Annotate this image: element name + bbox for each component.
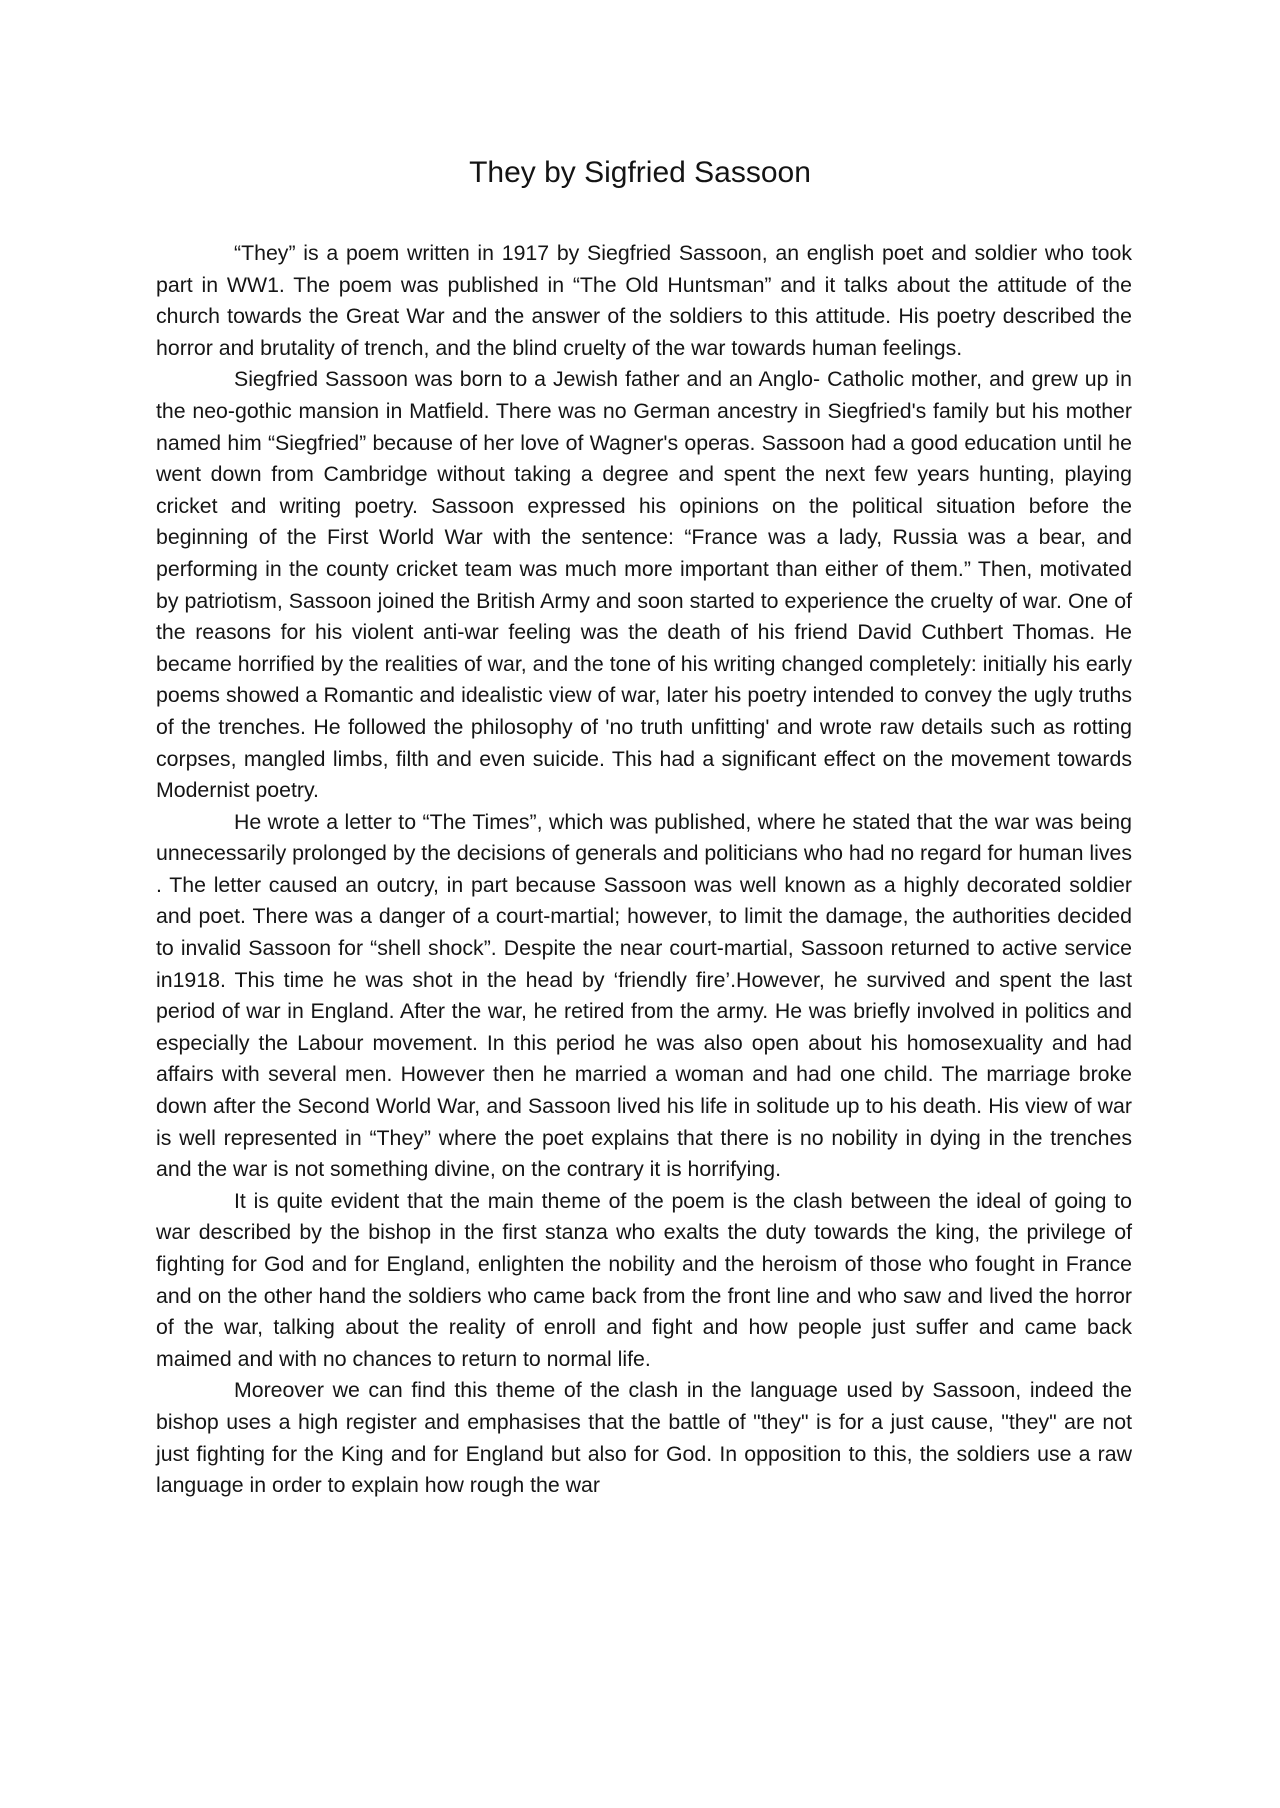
paragraph-main-theme: It is quite evident that the main theme of the poem is the clash between the ideal of going to war described by the bishop in the first stanza who exalts the duty towards the king, the privilege of fighting for God and for England, enlighten the nobility and the heroism of those who fought in France and on the other hand the soldiers who came back from the front line and who saw and lived the horror of the war, talking about the reality of enroll and fight and how people just suffer and came back maimed and with no chances to return to normal life. xyxy=(156,1188,1132,1371)
paragraph-introduction: “They” is a poem written in 1917 by Siegfried Sassoon, an english poet and soldier who took part in WW1. The poem was published in “The Old Huntsman” and it talks about the attitude of the church towards the Great War and the answer of the soldiers to this attitude. His poetry described the horror and brutality of trench, and the blind cruelty of the war towards human feelings. xyxy=(156,241,1132,360)
paragraph-language: Moreover we can find this theme of the clash in the language used by Sassoon, indeed the bishop uses a high register and emphasises that the battle of "they" is for a just cause, "they" are not just fighting for the King and for England but also for God. In opposition to this, the soldiers use a raw language in order to explain how rough the war xyxy=(156,1378,1132,1498)
paragraph-letter-to-times: He wrote a letter to “The Times”, which was published, where he stated that the war was being unnecessarily prolonged by the decisions of generals and politicians who had no regard for human lives . The letter caused an outcry, in part because Sassoon was well known as a highly decorated soldier and poet. There was a danger of a court-martial; however, to limit the damage, the authorities decided to invalid Sassoon for “shell shock”. Despite the near court-martial, Sassoon returned to active service in1918. This time he was shot in the head by ‘friendly fire’.However, he survived and spent the last period of war in England. After the war, he retired from the army. He was briefly involved in politics and especially the Labour movement. In this period he was also open about his homosexuality and had affairs with several men. However then he married a woman and had one child. The marriage broke down after the Second World War, and Sassoon lived his life in solitude up to his death. His view of war is well represented in “They” where the poet explains that there is no nobility in dying in the trenches and the war is not something divine, on the contrary it is horrifying. xyxy=(156,809,1132,1182)
document-body xyxy=(156,238,1132,1502)
paragraph-biography: Siegfried Sassoon was born to a Jewish father and an Anglo- Catholic mother, and grew up in the neo-gothic mansion in Matfield. There was no German ancestry in Siegfried's family but his mother named him “Siegfried” because of her love of Wagner's operas. Sassoon had a good education until he went down from Cambridge without taking a degree and spent the next few years hunting, playing cricket and writing poetry. Sassoon expressed his opinions on the political situation before the beginning of the First World War with the sentence: “France was a lady, Russia was a bear, and performing in the county cricket team was much more important than either of them.” Then, motivated by patriotism, Sassoon joined the British Army and soon started to experience the cruelty of war. One of the reasons for his violent anti-war feeling was the death of his friend David Cuthbert Thomas. He became horrified by the realities of war, and the tone of his writing changed completely: initially his early poems showed a Romantic and idealistic view of war, later his poetry intended to convey the ugly truths of the trenches. He followed the philosophy of 'no truth unfitting' and wrote raw details such as rotting corpses, mangled limbs, filth and even suicide. This had a significant effect on the movement towards Modernist poetry. xyxy=(156,367,1132,803)
page-title: They by Sigfried Sassoon xyxy=(469,156,811,189)
